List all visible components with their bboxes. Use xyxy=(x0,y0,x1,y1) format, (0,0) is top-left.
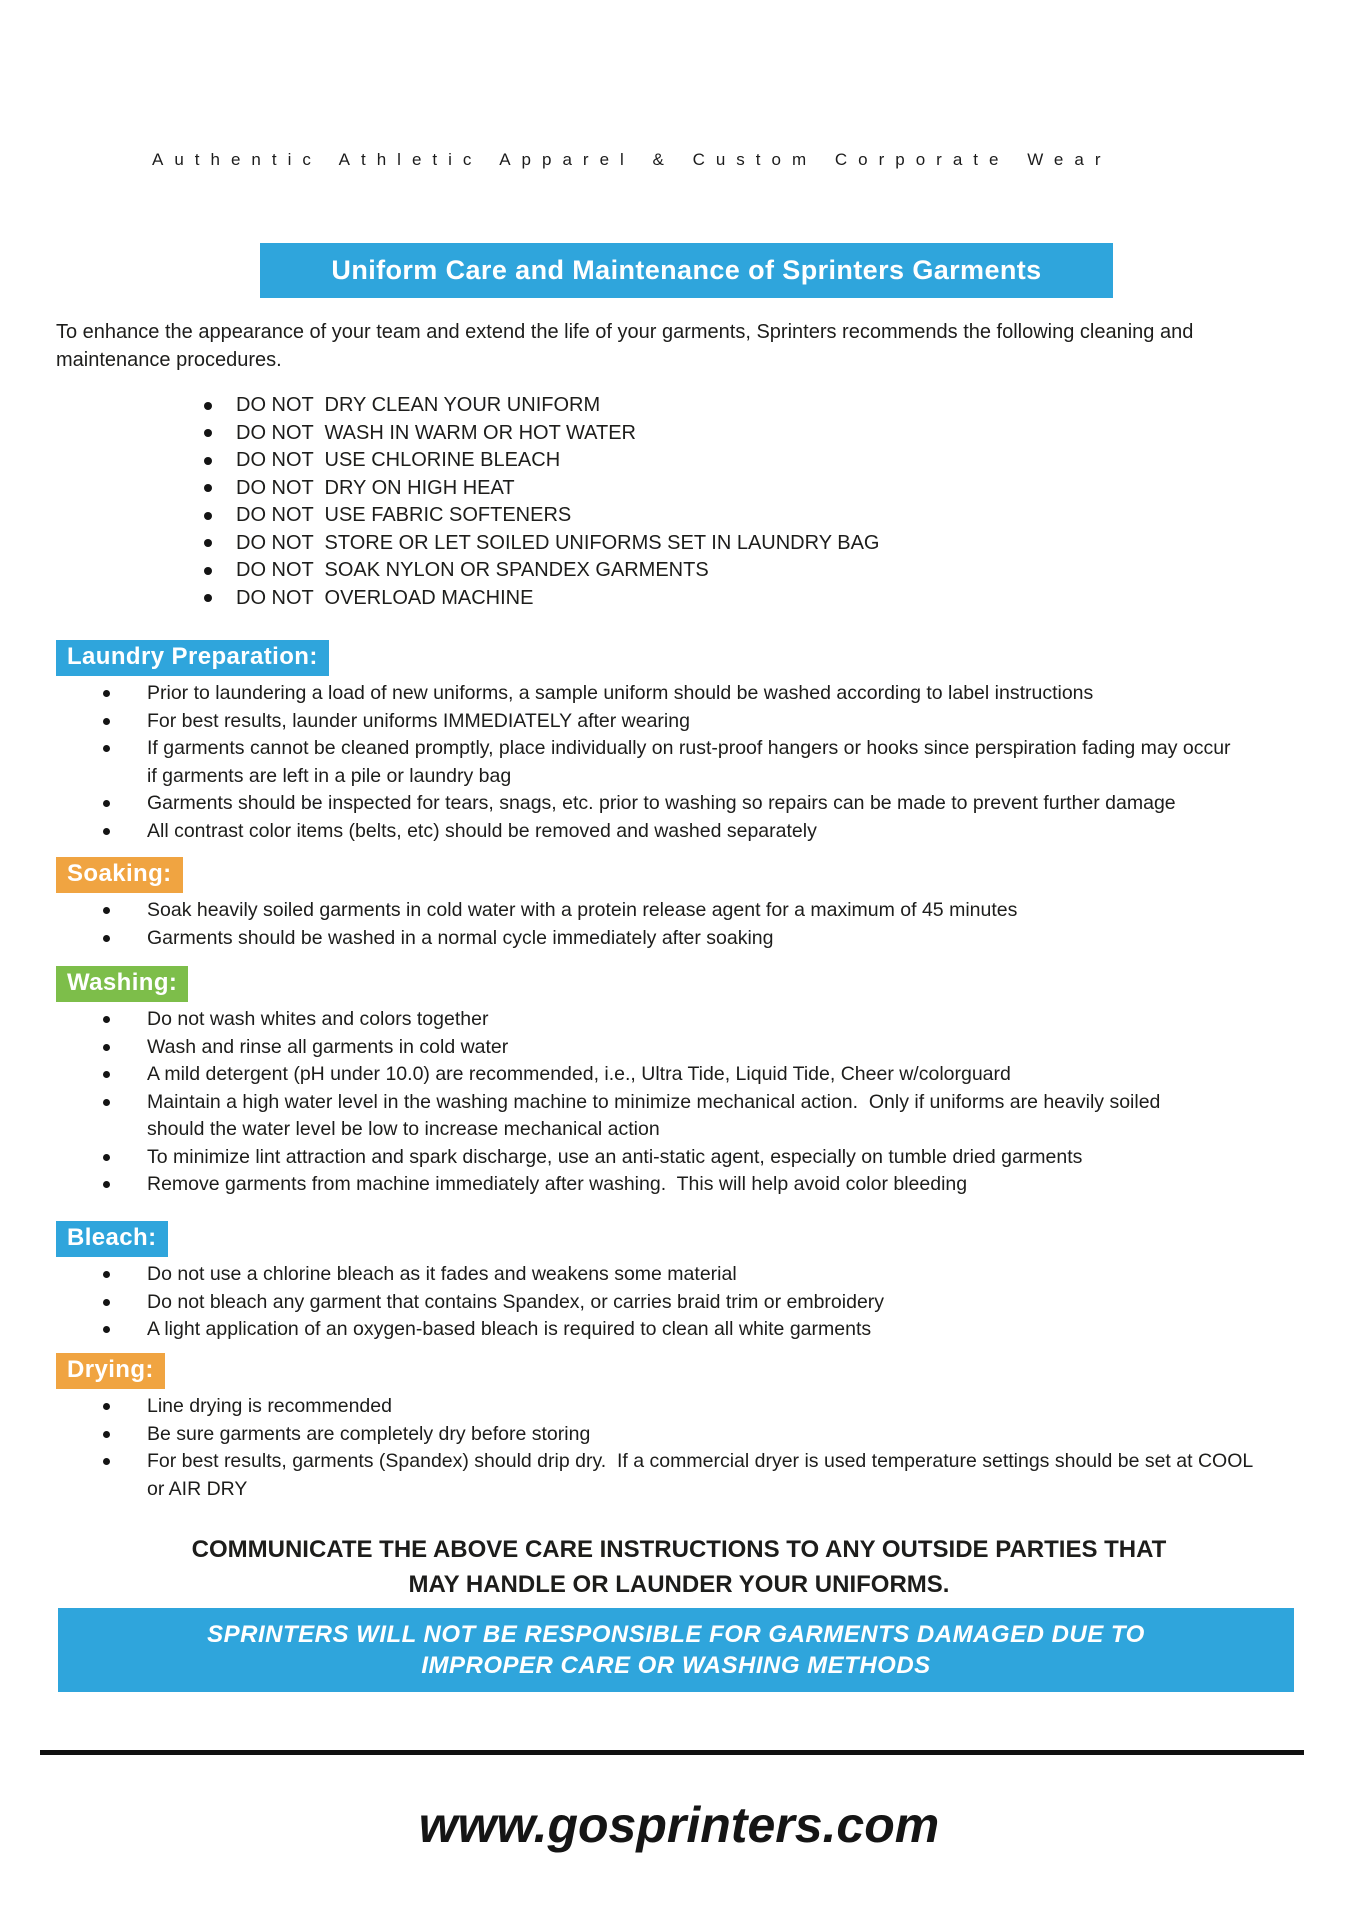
section-badge: Drying: xyxy=(56,1353,165,1389)
list-item xyxy=(56,1089,1308,1144)
section-badge: Bleach: xyxy=(56,1221,168,1257)
do-not-item xyxy=(204,475,879,503)
section-drying xyxy=(56,1353,1308,1503)
disclaimer-line-2: IMPROPER CARE OR WASHING METHODS xyxy=(421,1652,931,1679)
notice-line-1: COMMUNICATE THE ABOVE CARE INSTRUCTIONS TO ANY OUTSIDE PARTIES THAT xyxy=(191,1536,1167,1563)
bullet-icon xyxy=(103,718,110,725)
list-item xyxy=(56,1144,1308,1172)
bullet-icon xyxy=(103,1271,110,1278)
section-item-list xyxy=(56,1006,1308,1199)
section-item-list xyxy=(56,1261,1308,1344)
bullet-icon xyxy=(103,800,110,807)
do-not-item-text: DO NOT WASH IN WARM OR HOT WATER xyxy=(236,421,636,444)
bullet-icon xyxy=(103,1044,110,1051)
list-item xyxy=(56,818,1308,846)
bullet-icon xyxy=(204,539,212,547)
section-item-list xyxy=(56,897,1308,952)
do-not-item xyxy=(204,447,879,475)
list-item xyxy=(56,1171,1308,1199)
list-item-text: Soak heavily soiled garments in cold water with a protein release agent for a maximum of 45 minutes xyxy=(147,899,1018,921)
bullet-icon xyxy=(204,567,212,575)
do-not-list xyxy=(204,392,879,612)
list-item-text: Be sure garments are completely dry before storing xyxy=(147,1422,591,1445)
bullet-icon xyxy=(103,1458,110,1465)
list-item xyxy=(56,1034,1308,1062)
bullet-icon xyxy=(103,1016,110,1023)
list-item xyxy=(56,1289,1308,1317)
section-bleach xyxy=(56,1221,1308,1344)
section-washing xyxy=(56,966,1308,1199)
bullet-icon xyxy=(103,690,110,697)
title-banner xyxy=(260,243,1113,298)
bullet-icon xyxy=(103,1099,110,1106)
list-item xyxy=(56,897,1308,925)
list-item xyxy=(56,1061,1308,1089)
bullet-icon xyxy=(204,402,212,410)
bullet-icon xyxy=(204,457,212,465)
bullet-icon xyxy=(204,594,212,602)
brand-tagline: Authentic Athletic Apparel & Custom Corporate Wear xyxy=(152,150,1112,169)
do-not-item-text: DO NOT DRY CLEAN YOUR UNIFORM xyxy=(236,394,601,417)
bullet-icon xyxy=(103,935,110,942)
notice-line-2: MAY HANDLE OR LAUNDER YOUR UNIFORMS. xyxy=(408,1571,950,1598)
bullet-icon xyxy=(103,745,110,752)
notice-text xyxy=(0,1532,1358,1602)
do-not-item-text: DO NOT SOAK NYLON OR SPANDEX GARMENTS xyxy=(236,559,709,582)
list-item xyxy=(56,735,1308,790)
section-badge: Soaking: xyxy=(56,857,183,893)
list-item xyxy=(56,680,1308,708)
list-item xyxy=(56,925,1308,953)
disclaimer-line-1: SPRINTERS WILL NOT BE RESPONSIBLE FOR GARMENTS DAMAGED DUE TO xyxy=(207,1621,1145,1648)
section-laundry-preparation xyxy=(56,640,1308,845)
section-item-list xyxy=(56,680,1308,845)
do-not-item xyxy=(204,502,879,530)
list-item-text: For best results, launder uniforms IMMEDIATELY after wearing xyxy=(147,709,690,732)
list-item-text: Do not bleach any garment that contains Spandex, or carries braid trim or embroidery xyxy=(147,1290,885,1313)
list-item-text: Garments should be inspected for tears, snags, etc. prior to washing so repairs can be made to prevent further damage xyxy=(147,792,1176,814)
bullet-icon xyxy=(204,512,212,520)
bullet-icon xyxy=(204,484,212,492)
intro-paragraph: To enhance the appearance of your team and extend the life of your garments, Sprinters recommends the following cleaning and maintenance procedures. xyxy=(56,321,1199,371)
page-title: Uniform Care and Maintenance of Sprinters Garments xyxy=(331,255,1042,285)
do-not-item xyxy=(204,530,879,558)
list-item xyxy=(56,1448,1308,1503)
list-item-text: A mild detergent (pH under 10.0) are recommended, i.e., Ultra Tide, Liquid Tide, Cheer w/colorguard xyxy=(147,1063,1011,1085)
list-item-text: Garments should be washed in a normal cycle immediately after soaking xyxy=(147,926,774,949)
do-not-item xyxy=(204,420,879,448)
bullet-icon xyxy=(103,1403,110,1410)
do-not-item-text: DO NOT STORE OR LET SOILED UNIFORMS SET IN LAUNDRY BAG xyxy=(236,531,880,554)
list-item-text: Do not use a chlorine bleach as it fades and weakens some material xyxy=(147,1263,737,1285)
do-not-item xyxy=(204,392,879,420)
bullet-icon xyxy=(103,828,110,835)
list-item-text: Remove garments from machine immediately after washing. This will help avoid color bleeding xyxy=(147,1173,968,1195)
website-text: www.gosprinters.com xyxy=(418,1797,940,1853)
bullet-icon xyxy=(204,429,212,437)
list-item xyxy=(56,1006,1308,1034)
section-soaking xyxy=(56,857,1308,952)
do-not-item xyxy=(204,585,879,613)
bullet-icon xyxy=(103,907,110,914)
footer-divider xyxy=(40,1750,1304,1755)
list-item-text: A light application of an oxygen-based bleach is required to clean all white garments xyxy=(147,1318,872,1340)
list-item-text: To minimize lint attraction and spark discharge, use an anti-static agent, especially on tumble dried garments xyxy=(147,1145,1083,1168)
list-item-text: Line drying is recommended xyxy=(147,1395,392,1417)
list-item xyxy=(56,1393,1308,1421)
list-item-text: Wash and rinse all garments in cold water xyxy=(147,1035,509,1058)
bullet-icon xyxy=(103,1431,110,1438)
do-not-item-text: DO NOT DRY ON HIGH HEAT xyxy=(236,476,515,499)
list-item xyxy=(56,708,1308,736)
bullet-icon xyxy=(103,1071,110,1078)
section-badge: Laundry Preparation: xyxy=(56,640,329,676)
bullet-icon xyxy=(103,1154,110,1161)
list-item-text: Prior to laundering a load of new uniforms, a sample uniform should be washed according to label instructions xyxy=(147,682,1094,704)
list-item-text: All contrast color items (belts, etc) should be removed and washed separately xyxy=(147,819,817,842)
bullet-icon xyxy=(103,1326,110,1333)
list-item xyxy=(56,1316,1308,1344)
list-item xyxy=(56,1421,1308,1449)
bullet-icon xyxy=(103,1181,110,1188)
do-not-item xyxy=(204,557,879,585)
section-badge: Washing: xyxy=(56,966,188,1002)
bullet-icon xyxy=(103,1299,110,1306)
list-item xyxy=(56,1261,1308,1289)
do-not-item-text: DO NOT OVERLOAD MACHINE xyxy=(236,586,534,609)
list-item-text: If garments cannot be cleaned promptly, place individually on rust-proof hangers or hooks since perspiration fading may occur if garments are left in a pile or laundry bag xyxy=(147,737,1236,787)
list-item xyxy=(56,790,1308,818)
do-not-item-text: DO NOT USE CHLORINE BLEACH xyxy=(236,449,561,472)
do-not-item-text: DO NOT USE FABRIC SOFTENERS xyxy=(236,504,572,527)
disclaimer-banner xyxy=(58,1608,1294,1692)
list-item-text: For best results, garments (Spandex) should drip dry. If a commercial dryer is used temperature settings should be set at COOL or AIR DRY xyxy=(147,1450,1258,1500)
list-item-text: Maintain a high water level in the washing machine to minimize mechanical action. Only if uniforms are heavily soiled should the water level be low to increase mechanical action xyxy=(147,1090,1166,1140)
section-item-list xyxy=(56,1393,1308,1503)
list-item-text: Do not wash whites and colors together xyxy=(147,1008,489,1030)
